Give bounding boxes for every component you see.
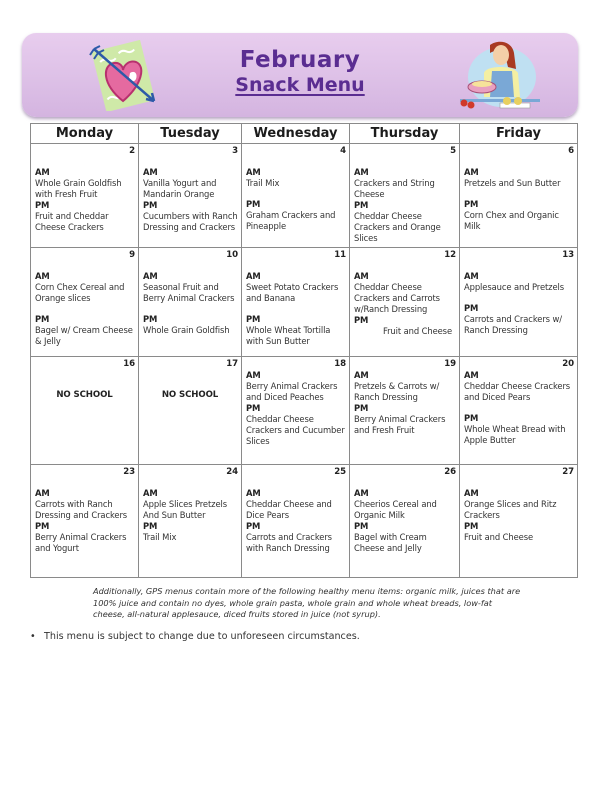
pm-label: PM <box>143 200 158 210</box>
date-number: 4 <box>340 146 346 156</box>
pm-snack: Berry Animal Crackers and Fresh Fruit <box>354 414 446 435</box>
day-cell <box>31 465 139 578</box>
snack-calendar-table <box>30 123 578 578</box>
date-number: 18 <box>334 359 346 369</box>
am-label: AM <box>35 488 50 498</box>
am-snack: Berry Animal Crackers and Diced Peaches <box>246 381 338 402</box>
bullet-icon: • <box>30 631 36 642</box>
pm-label: PM <box>246 199 261 209</box>
date-number: 2 <box>129 146 135 156</box>
pm-snack: Carrots and Crackers with Ranch Dressing <box>246 532 332 553</box>
date-number: 3 <box>232 146 238 156</box>
pm-snack: Whole Grain Goldfish <box>143 325 230 335</box>
date-number: 25 <box>334 467 346 477</box>
pm-snack: Corn Chex and Organic Milk <box>464 210 559 231</box>
date-number: 6 <box>568 146 574 156</box>
chef-cooking-icon <box>454 39 542 115</box>
pm-snack: Cucumbers with Ranch Dressing and Crackers <box>143 211 238 232</box>
pm-snack: Graham Crackers and Pineapple <box>246 210 336 231</box>
am-snack: Apple Slices Pretzels And Sun Butter <box>143 499 227 520</box>
day-cell <box>460 248 578 357</box>
am-label: AM <box>143 271 158 281</box>
pm-label: PM <box>246 403 261 413</box>
weekday-header-friday: Friday <box>460 124 578 144</box>
am-label: AM <box>246 271 261 281</box>
am-label: AM <box>354 271 369 281</box>
day-cell <box>31 144 139 248</box>
am-snack: Cheddar Cheese Crackers and Carrots w/Ranch Dressing <box>354 282 440 314</box>
am-snack: Seasonal Fruit and Berry Animal Crackers <box>143 282 235 303</box>
pm-snack: Fruit and Cheese <box>382 326 452 336</box>
am-label: AM <box>35 271 50 281</box>
am-snack: Pretzels & Carrots w/ Ranch Dressing <box>354 381 440 402</box>
weekday-header-monday: Monday <box>31 124 139 144</box>
day-cell <box>242 248 350 357</box>
date-number: 23 <box>123 467 135 477</box>
weekday-header-thursday: Thursday <box>350 124 460 144</box>
pm-snack: Fruit and Cheese <box>464 532 534 542</box>
am-label: AM <box>464 167 479 177</box>
am-snack: Crackers and String Cheese <box>354 178 435 199</box>
pm-label: PM <box>143 314 158 324</box>
page-subtitle: Snack Menu <box>235 74 365 96</box>
am-label: AM <box>464 488 479 498</box>
week-row <box>31 144 578 248</box>
am-snack: Cheerios Cereal and Organic Milk <box>354 499 437 520</box>
week-row <box>31 248 578 357</box>
pm-label: PM <box>35 521 50 531</box>
am-label: AM <box>246 488 261 498</box>
day-cell <box>350 357 460 465</box>
date-number: 19 <box>444 359 456 369</box>
pm-snack: Berry Animal Crackers and Yogurt <box>35 532 127 553</box>
am-label: AM <box>354 488 369 498</box>
pm-label: PM <box>354 200 369 210</box>
day-cell <box>242 465 350 578</box>
am-label: AM <box>464 370 479 380</box>
day-cell <box>350 144 460 248</box>
pm-snack: Cheddar Cheese Crackers and Orange Slices <box>354 211 441 243</box>
day-cell <box>31 248 139 357</box>
am-snack: Corn Chex Cereal and Orange slices <box>35 282 125 303</box>
date-number: 24 <box>226 467 238 477</box>
date-number: 20 <box>562 359 574 369</box>
am-snack: Applesauce and Pretzels <box>464 282 565 292</box>
am-label: AM <box>464 271 479 281</box>
pm-label: PM <box>246 314 261 324</box>
date-number: 26 <box>444 467 456 477</box>
pm-label: PM <box>354 315 369 325</box>
am-label: AM <box>246 167 261 177</box>
am-snack: Carrots with Ranch Dressing and Crackers <box>35 499 128 520</box>
header-banner <box>22 33 578 117</box>
am-snack: Orange Slices and Ritz Crackers <box>464 499 557 520</box>
date-number: 27 <box>562 467 574 477</box>
week-row <box>31 465 578 578</box>
am-snack: Trail Mix <box>246 178 280 188</box>
pm-label: PM <box>246 521 261 531</box>
weekday-header-wednesday: Wednesday <box>242 124 350 144</box>
day-cell <box>460 465 578 578</box>
day-cell <box>242 357 350 465</box>
disclaimer-text: This menu is subject to change due to unforeseen circumstances. <box>44 631 360 642</box>
pm-snack: Trail Mix <box>143 532 177 542</box>
am-snack: Sweet Potato Crackers and Banana <box>246 282 339 303</box>
am-label: AM <box>246 370 261 380</box>
day-cell <box>350 248 460 357</box>
date-number: 11 <box>334 250 346 260</box>
am-label: AM <box>35 167 50 177</box>
no-school-label: NO SCHOOL <box>56 390 113 400</box>
day-cell <box>350 465 460 578</box>
am-label: AM <box>354 370 369 380</box>
pm-snack: Carrots and Crackers w/ Ranch Dressing <box>464 314 562 335</box>
pm-label: PM <box>354 521 369 531</box>
pm-snack: Whole Wheat Bread with Apple Butter <box>464 424 566 445</box>
pm-snack: Fruit and Cheddar Cheese Crackers <box>35 211 109 232</box>
date-number: 16 <box>123 359 135 369</box>
pm-label: PM <box>464 521 479 531</box>
disclaimer-bullet <box>30 631 360 642</box>
day-cell <box>31 357 139 465</box>
am-snack: Whole Grain Goldfish with Fresh Fruit <box>35 178 122 199</box>
date-number: 10 <box>226 250 238 260</box>
pm-label: PM <box>464 199 479 209</box>
day-cell <box>460 357 578 465</box>
healthy-items-footnote: Additionally, GPS menus contain more of the following healthy menu items: organic milk, juices that are 100% juice and contain no dyes, whole grain pasta, whole grain and whole wheat breads, low-fat cheese, all-natural applesauce, diced fruits stored in juice (not syrup). <box>93 586 521 619</box>
pm-snack: Whole Wheat Tortilla with Sun Butter <box>246 325 331 346</box>
am-snack: Cheddar Cheese Crackers and Diced Pears <box>464 381 571 402</box>
pm-label: PM <box>354 403 369 413</box>
pm-snack: Bagel with Cream Cheese and Jelly <box>354 532 427 553</box>
pm-label: PM <box>35 200 50 210</box>
no-school-label: NO SCHOOL <box>161 390 219 400</box>
day-cell <box>242 144 350 248</box>
pm-label: PM <box>35 314 50 324</box>
page-title: February <box>239 47 361 73</box>
day-cell <box>460 144 578 248</box>
date-number: 12 <box>444 250 456 260</box>
date-number: 17 <box>226 359 238 369</box>
date-number: 9 <box>129 250 135 260</box>
weekday-header-row <box>31 124 578 144</box>
am-label: AM <box>354 167 369 177</box>
date-number: 5 <box>450 146 456 156</box>
am-label: AM <box>143 488 158 498</box>
day-cell <box>139 248 242 357</box>
weekday-header-tuesday: Tuesday <box>139 124 242 144</box>
pm-label: PM <box>464 413 479 423</box>
am-snack: Cheddar Cheese and Dice Pears <box>246 499 332 520</box>
pm-snack: Cheddar Cheese Crackers and Cucumber Slices <box>246 414 345 446</box>
am-label: AM <box>143 167 158 177</box>
pm-snack: Bagel w/ Cream Cheese & Jelly <box>35 325 133 346</box>
pm-label: PM <box>143 521 158 531</box>
day-cell <box>139 357 242 465</box>
week-row <box>31 357 578 465</box>
date-number: 13 <box>562 250 574 260</box>
pm-label: PM <box>464 303 479 313</box>
am-snack: Pretzels and Sun Butter <box>464 178 561 188</box>
am-snack: Vanilla Yogurt and Mandarin Orange <box>143 178 217 199</box>
day-cell <box>139 144 242 248</box>
day-cell <box>139 465 242 578</box>
